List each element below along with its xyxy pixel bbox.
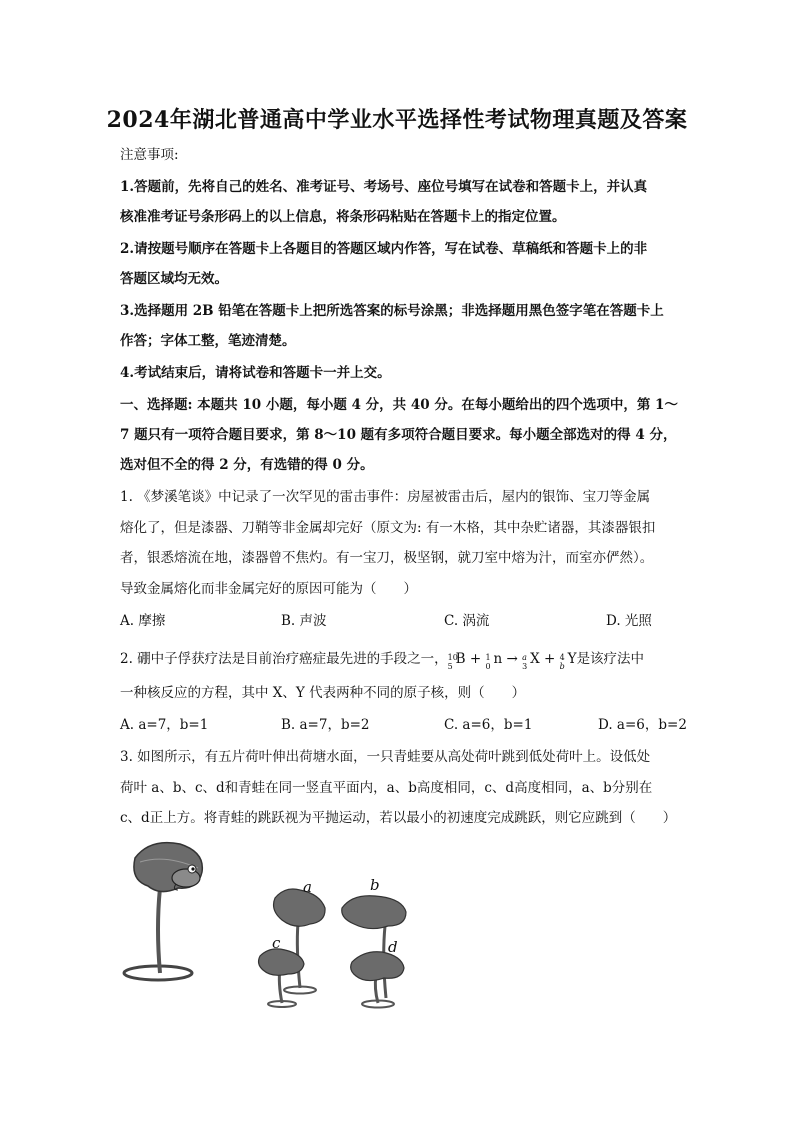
lotus-leaves-figure (120, 838, 420, 1018)
y-nuclide-indices (559, 650, 568, 671)
y-symbol: Y (567, 651, 577, 667)
notice-3-line-2: 作答；字体工整，笔迹清楚。 (120, 333, 296, 349)
section-1-line-2: 7 题只有一项符合题目要求，第 8～10 题有多项符合题目要求。每小题全部选对的得 4 分， (120, 427, 677, 443)
x-mass-number: a (522, 653, 527, 662)
high-lotus-leaf (124, 843, 202, 980)
section-1-line-3: 选对但不全的得 2 分，有选错的得 0 分。 (120, 457, 374, 473)
q2-option-c: C. a=6，b=1 (444, 717, 533, 733)
section-1-line-1: 一、选择题: 本题共 10 小题，每小题 4 分，共 40 分。在每小题给出的四个选项中，第 1～ (120, 397, 678, 413)
q2-option-a: A. a=7，b=1 (120, 717, 209, 733)
q2-line-2: 一种核反应的方程，其中 X、Y 代表两种不同的原子核，则（ ） (120, 685, 526, 701)
notice-1-line-2: 核准准考证号条形码上的以上信息，将条形码粘贴在答题卡上的指定位置。 (120, 209, 566, 225)
b-symbol: B (455, 651, 466, 667)
b-nuclide-indices (447, 650, 458, 671)
b-mass-number: 10 (447, 653, 458, 662)
q2-suffix: 是该疗法中 (576, 651, 645, 667)
notice-1-line-1: 1.答题前，先将自己的姓名、准考证号、考场号、座位号填写在试卷和答题卡上，并认真 (120, 179, 648, 195)
q1-line-3: 者，银悉熔流在地，漆器曾不焦灼。有一宝刀，极坚钢，就刀室中熔为汁，而室亦俨然）。 (120, 550, 654, 566)
q1-option-a: A. 摩擦 (120, 613, 166, 629)
page-title: 2024年湖北普通高中学业水平选择性考试物理真题及答案 (106, 107, 688, 133)
n-nuclide-indices (485, 650, 494, 671)
q3-line-2: 荷叶 a、b、c、d和青蛙在同一竖直平面内，a、b高度相同，c、d高度相同，a、b分别在 (120, 780, 653, 796)
notice-2-line-2: 答题区域均无效。 (120, 271, 228, 287)
q2-prefix: 2. 硼中子俘获疗法是目前治疗癌症最先进的手段之一， (120, 651, 448, 667)
y-atomic-number: b (559, 662, 565, 671)
notice-2-line-1: 2.请按题号顺序在答题卡上各题目的答题区域内作答，写在试卷、草稿纸和答题卡上的非 (120, 241, 648, 257)
q1-line-2: 熔化了，但是漆器、刀鞘等非金属却完好（原文为: 有一木格，其中杂贮诸器，其漆器银扣 (120, 520, 656, 536)
q1-option-b: B. 声波 (281, 613, 327, 629)
q3-line-1: 3. 如图所示，有五片荷叶伸出荷塘水面，一只青蛙要从高处荷叶跳到低处荷叶上。设低处 (120, 749, 651, 765)
x-symbol: X (530, 651, 540, 667)
lotus-leaf-c (259, 949, 304, 1007)
q1-line-4: 导致金属熔化而非金属完好的原因可能为（ ） (120, 581, 417, 597)
lotus-leaf-a (274, 889, 326, 994)
notice-3-line-1: 3.选择题用 2B 铅笔在答题卡上把所选答案的标号涂黑；非选择题用黑色签字笔在答题卡上 (120, 303, 664, 319)
n-symbol: n (493, 651, 503, 667)
x-nuclide-indices (522, 650, 530, 671)
label-d: d (388, 938, 398, 956)
q2-option-d: D. a=6，b=2 (598, 717, 687, 733)
q1-option-c: C. 涡流 (444, 613, 490, 629)
label-c: c (272, 934, 281, 952)
q1-line-1: 1. 《梦溪笔谈》中记录了一次罕见的雷击事件：房屋被雷击后，屋内的银饰、宝刀等金属 (120, 489, 651, 505)
q2-option-b: B. a=7，b=2 (281, 717, 370, 733)
q3-line-3: c、d正上方。将青蛙的跳跃视为平抛运动，若以最小的初速度完成跳跃，则它应跳到（ ） (120, 810, 677, 826)
n-mass-number: 1 (485, 653, 491, 662)
n-atomic-number: 0 (485, 662, 491, 671)
y-mass-number: 4 (559, 653, 565, 662)
notice-heading: 注意事项: (120, 147, 179, 163)
q2-line-1: 2. 硼中子俘获疗法是目前治疗癌症最先进的手段之一， 10 5 B + 1 0 n → a 3 X + 4 b Y是该疗法中 (120, 650, 680, 668)
label-b: b (370, 876, 380, 894)
notice-4-line-1: 4.考试结束后，请将试卷和答题卡一并上交。 (120, 365, 391, 381)
label-a: a (303, 878, 312, 896)
q1-option-d: D. 光照 (606, 613, 652, 629)
lotus-leaf-d (351, 952, 404, 1008)
b-atomic-number: 5 (447, 662, 453, 671)
x-atomic-number: 3 (522, 662, 528, 671)
